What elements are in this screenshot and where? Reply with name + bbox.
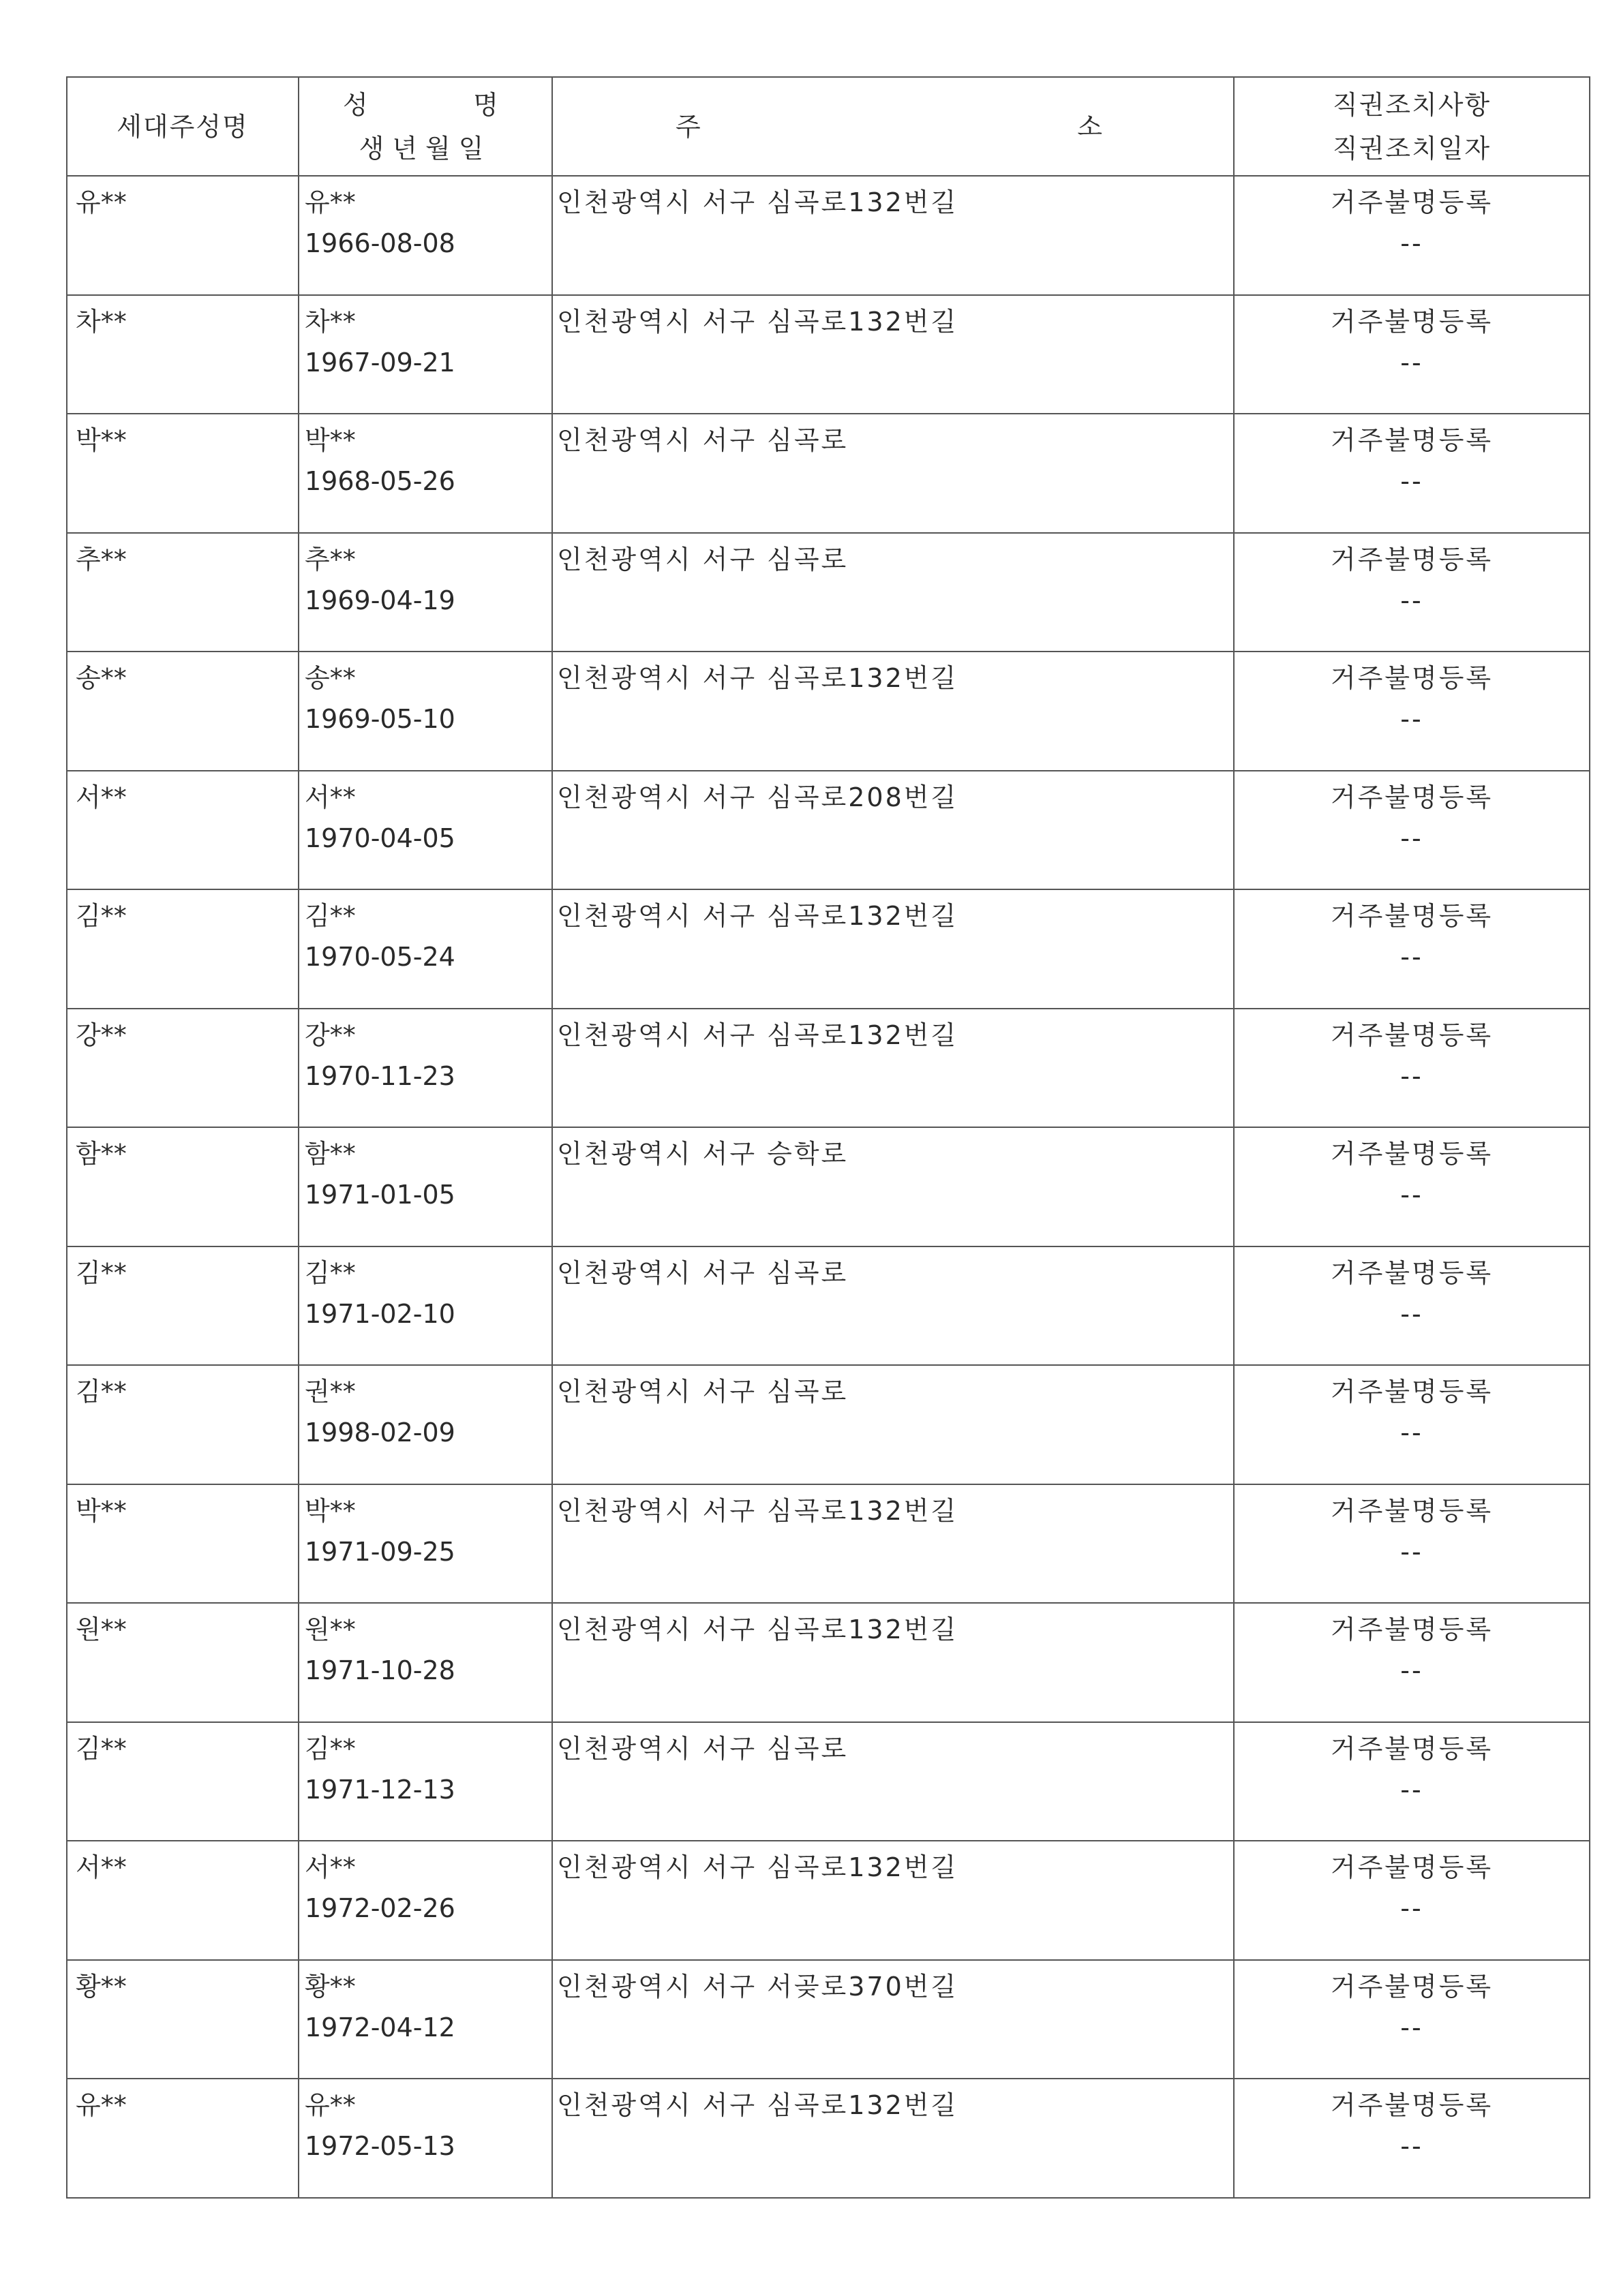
person-name: 유** [305, 2090, 356, 2120]
householder-name: 김** [76, 1377, 127, 1407]
header-address [553, 105, 1233, 149]
header-action-item: 직권조치사항 [1332, 89, 1492, 120]
householder-name: 유** [76, 187, 127, 217]
person-name: 박** [305, 1495, 356, 1526]
birth-date: 1970-05-24 [305, 942, 455, 972]
birth-date: 1971-10-28 [305, 1655, 455, 1685]
householder-name: 강** [76, 1020, 127, 1050]
table-row [67, 295, 1590, 414]
resident-table [66, 76, 1590, 2199]
action-item: 거주불명등록 [1330, 1020, 1494, 1050]
action-item: 거주불명등록 [1330, 1257, 1494, 1288]
address: 인천광역시 서구 심곡로132번길 [557, 187, 958, 217]
address-cell [552, 2079, 1234, 2198]
address-cell [552, 1009, 1234, 1128]
householder-name: 서** [76, 782, 127, 812]
householder-cell [67, 652, 299, 771]
name-birth-cell [299, 1127, 552, 1246]
person-name: 송** [305, 663, 356, 693]
action-item: 거주불명등록 [1330, 1377, 1494, 1407]
table-row [67, 1127, 1590, 1246]
table-row [67, 1365, 1590, 1484]
address-cell [552, 1960, 1234, 2079]
header-name-char2: 명 [473, 89, 500, 120]
address-cell [552, 771, 1234, 890]
birth-date: 1971-12-13 [305, 1774, 455, 1805]
header-address-char2: 소 [1077, 111, 1104, 142]
header-birth-date: 생년월일 [359, 133, 492, 164]
table-body [67, 176, 1590, 2198]
householder-name: 김** [76, 1257, 127, 1288]
address: 인천광역시 서구 서곶로370번길 [557, 1971, 958, 2002]
action-item: 거주불명등록 [1330, 306, 1494, 337]
householder-cell [67, 1722, 299, 1841]
name-birth-cell [299, 1246, 552, 1366]
action-cell [1234, 1484, 1590, 1604]
action-cell [1234, 771, 1590, 890]
action-item: 거주불명등록 [1330, 2090, 1494, 2120]
householder-cell [67, 889, 299, 1009]
action-date: -- [1400, 347, 1423, 378]
name-birth-cell [299, 176, 552, 295]
person-name: 김** [305, 1257, 356, 1288]
address: 인천광역시 서구 심곡로132번길 [557, 2090, 958, 2120]
address-cell [552, 176, 1234, 295]
address-cell [552, 1841, 1234, 1960]
birth-date: 1971-02-10 [305, 1298, 455, 1329]
table-row [67, 2079, 1590, 2198]
householder-cell [67, 414, 299, 533]
action-item: 거주불명등록 [1330, 1495, 1494, 1526]
householder-cell [67, 295, 299, 414]
householder-cell [67, 1960, 299, 2079]
action-cell [1234, 1009, 1590, 1128]
action-date: -- [1400, 942, 1423, 972]
action-item: 거주불명등록 [1330, 1139, 1494, 1169]
householder-name: 김** [76, 1733, 127, 1764]
birth-date: 1969-04-19 [305, 585, 455, 615]
table-row [67, 1246, 1590, 1366]
person-name: 김** [305, 901, 356, 931]
householder-cell [67, 176, 299, 295]
name-birth-cell [299, 1365, 552, 1484]
householder-cell [67, 1365, 299, 1484]
action-item: 거주불명등록 [1330, 782, 1494, 812]
householder-name: 유** [76, 2090, 127, 2120]
address-cell [552, 1603, 1234, 1722]
name-birth-cell [299, 533, 552, 652]
header-action-date: 직권조치일자 [1332, 133, 1492, 164]
action-cell [1234, 414, 1590, 533]
person-name: 추** [305, 544, 356, 575]
table-row [67, 1009, 1590, 1128]
name-birth-cell [299, 1722, 552, 1841]
action-cell [1234, 295, 1590, 414]
header-address-cell [552, 77, 1234, 176]
table-row [67, 652, 1590, 771]
householder-name: 박** [76, 425, 127, 455]
birth-date: 1971-01-05 [305, 1180, 455, 1210]
header-address-char1: 주 [676, 111, 702, 142]
person-name: 김** [305, 1733, 356, 1764]
header-householder-name: 세대주성명 [117, 111, 249, 142]
action-item: 거주불명등록 [1330, 1971, 1494, 2002]
action-date: -- [1400, 1774, 1423, 1805]
action-date: -- [1400, 1893, 1423, 1923]
action-date: -- [1400, 1655, 1423, 1685]
table-row [67, 889, 1590, 1009]
table-row [67, 176, 1590, 295]
action-date: -- [1400, 1536, 1423, 1567]
action-cell [1234, 1365, 1590, 1484]
address: 인천광역시 서구 심곡로132번길 [557, 901, 958, 931]
name-birth-cell [299, 1484, 552, 1604]
birth-date: 1998-02-09 [305, 1418, 455, 1448]
action-item: 거주불명등록 [1330, 901, 1494, 931]
action-item: 거주불명등록 [1330, 187, 1494, 217]
action-item: 거주불명등록 [1330, 425, 1494, 455]
name-birth-cell [299, 889, 552, 1009]
action-date: -- [1400, 2131, 1423, 2161]
person-name: 황** [305, 1971, 356, 2002]
table-row [67, 1484, 1590, 1604]
action-cell [1234, 1127, 1590, 1246]
action-item: 거주불명등록 [1330, 663, 1494, 693]
table-row [67, 771, 1590, 890]
address-cell [552, 652, 1234, 771]
header-action-cell [1234, 77, 1590, 176]
address-cell [552, 1127, 1234, 1246]
action-date: -- [1400, 466, 1423, 496]
action-date: -- [1400, 585, 1423, 615]
action-date: -- [1400, 1060, 1423, 1091]
action-date: -- [1400, 823, 1423, 853]
birth-date: 1966-08-08 [305, 228, 455, 258]
person-name: 원** [305, 1614, 356, 1644]
householder-name: 추** [76, 544, 127, 575]
householder-name: 차** [76, 306, 127, 337]
name-birth-cell [299, 295, 552, 414]
person-name: 서** [305, 782, 356, 812]
birth-date: 1972-05-13 [305, 2131, 455, 2161]
action-cell [1234, 2079, 1590, 2198]
householder-cell [67, 1841, 299, 1960]
householder-cell [67, 2079, 299, 2198]
householder-name: 서** [76, 1852, 127, 1882]
birth-date: 1970-04-05 [305, 823, 455, 853]
address-cell [552, 1246, 1234, 1366]
householder-name: 황** [76, 1971, 127, 2002]
name-birth-cell [299, 414, 552, 533]
action-cell [1234, 1722, 1590, 1841]
address: 인천광역시 서구 심곡로132번길 [557, 1020, 958, 1050]
birth-date: 1970-11-23 [305, 1060, 455, 1091]
table-row [67, 1603, 1590, 1722]
name-birth-cell [299, 1603, 552, 1722]
action-cell [1234, 1603, 1590, 1722]
table-row [67, 414, 1590, 533]
householder-cell [67, 1246, 299, 1366]
person-name: 유** [305, 187, 356, 217]
address: 인천광역시 서구 심곡로 [557, 544, 849, 575]
action-cell [1234, 533, 1590, 652]
address: 인천광역시 서구 심곡로132번길 [557, 663, 958, 693]
address: 인천광역시 서구 심곡로 [557, 1733, 849, 1764]
householder-cell [67, 771, 299, 890]
householder-cell [67, 1484, 299, 1604]
address: 인천광역시 서구 심곡로132번길 [557, 1614, 958, 1644]
householder-cell [67, 1603, 299, 1722]
person-name: 강** [305, 1020, 356, 1050]
table-row [67, 1722, 1590, 1841]
householder-cell [67, 533, 299, 652]
address: 인천광역시 서구 심곡로132번길 [557, 1495, 958, 1526]
birth-date: 1969-05-10 [305, 704, 455, 734]
address: 인천광역시 서구 심곡로 [557, 1257, 849, 1288]
address: 인천광역시 서구 심곡로 [557, 425, 849, 455]
address-cell [552, 889, 1234, 1009]
householder-cell [67, 1127, 299, 1246]
address: 인천광역시 서구 심곡로 [557, 1377, 849, 1407]
birth-date: 1972-04-12 [305, 2012, 455, 2042]
householder-cell [67, 1009, 299, 1128]
person-name: 서** [305, 1852, 356, 1882]
action-date: -- [1400, 1418, 1423, 1448]
address-cell [552, 295, 1234, 414]
householder-name: 함** [76, 1139, 127, 1169]
header-name-char1: 성 [343, 89, 369, 120]
action-item: 거주불명등록 [1330, 1852, 1494, 1882]
address-cell [552, 1722, 1234, 1841]
action-item: 거주불명등록 [1330, 1733, 1494, 1764]
name-birth-cell [299, 771, 552, 890]
action-item: 거주불명등록 [1330, 1614, 1494, 1644]
person-name: 차** [305, 306, 356, 337]
address-cell [552, 414, 1234, 533]
name-birth-cell [299, 1960, 552, 2079]
person-name: 박** [305, 425, 356, 455]
address: 인천광역시 서구 심곡로132번길 [557, 306, 958, 337]
person-name: 함** [305, 1139, 356, 1169]
name-birth-cell [299, 1009, 552, 1128]
table-row [67, 533, 1590, 652]
action-cell [1234, 889, 1590, 1009]
table-header-row [67, 77, 1590, 176]
birth-date: 1967-09-21 [305, 347, 455, 378]
header-householder-cell [67, 77, 299, 176]
birth-date: 1971-09-25 [305, 1536, 455, 1567]
birth-date: 1968-05-26 [305, 466, 455, 496]
table-row [67, 1841, 1590, 1960]
action-cell [1234, 1960, 1590, 2079]
action-date: -- [1400, 1180, 1423, 1210]
householder-name: 김** [76, 901, 127, 931]
name-birth-cell [299, 652, 552, 771]
address-cell [552, 1484, 1234, 1604]
householder-name: 박** [76, 1495, 127, 1526]
person-name: 권** [305, 1377, 356, 1407]
action-cell [1234, 652, 1590, 771]
action-item: 거주불명등록 [1330, 544, 1494, 575]
address: 인천광역시 서구 승학로 [557, 1139, 849, 1169]
birth-date: 1972-02-26 [305, 1893, 455, 1923]
header-name [299, 83, 551, 127]
action-cell [1234, 1246, 1590, 1366]
address: 인천광역시 서구 심곡로132번길 [557, 1852, 958, 1882]
householder-name: 원** [76, 1614, 127, 1644]
action-date: -- [1400, 1298, 1423, 1329]
action-date: -- [1400, 2012, 1423, 2042]
action-date: -- [1400, 228, 1423, 258]
address-cell [552, 1365, 1234, 1484]
action-cell [1234, 1841, 1590, 1960]
householder-name: 송** [76, 663, 127, 693]
action-date: -- [1400, 704, 1423, 734]
action-cell [1234, 176, 1590, 295]
header-name-birth-cell [299, 77, 552, 176]
name-birth-cell [299, 2079, 552, 2198]
name-birth-cell [299, 1841, 552, 1960]
address-cell [552, 533, 1234, 652]
table-row [67, 1960, 1590, 2079]
address: 인천광역시 서구 심곡로208번길 [557, 782, 958, 812]
